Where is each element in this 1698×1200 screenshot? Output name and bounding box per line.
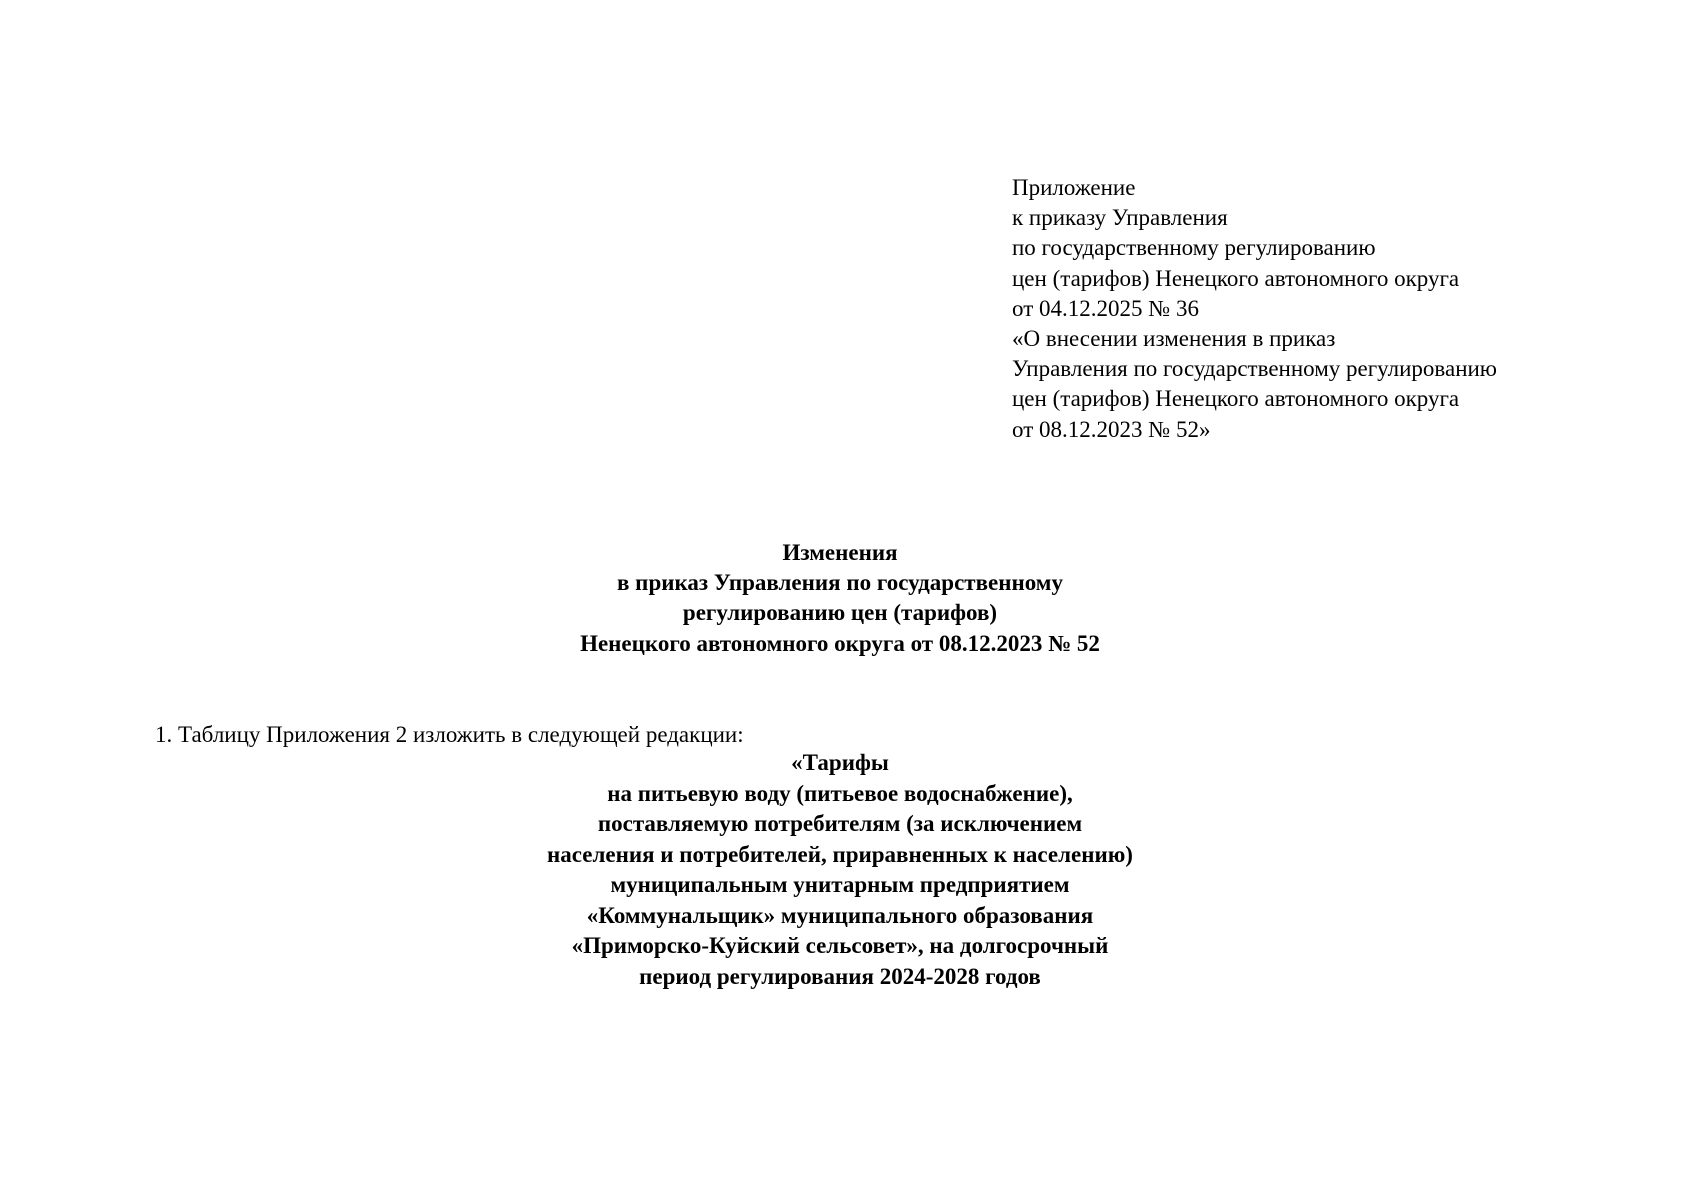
appendix-line: Управления по государственному регулированию: [1012, 356, 1497, 382]
item-1-text: 1. Таблицу Приложения 2 изложить в следующей редакции:: [155, 722, 744, 747]
changes-title-line: регулированию цен (тарифов): [682, 600, 998, 626]
appendix-line: цен (тарифов) Ненецкого автономного округа: [1012, 265, 1460, 291]
appendix-header: [1012, 173, 1652, 445]
changes-title-line: Изменения: [782, 540, 898, 565]
tariffs-title-line: населения и потребителей, приравненных к населению): [547, 841, 1133, 867]
tariffs-title-line: поставляемую потребителям (за исключением: [597, 811, 1083, 836]
tariffs-title-line: муниципальным унитарным предприятием: [610, 872, 1070, 897]
tariffs-title-line: на питьевую воду (питьевое водоснабжение),: [607, 780, 1073, 806]
appendix-line: от 08.12.2023 № 52»: [1012, 416, 1211, 442]
appendix-line: по государственному регулированию: [1012, 235, 1376, 261]
changes-title: [430, 538, 1250, 659]
appendix-line: цен (тарифов) Ненецкого автономного округа: [1012, 386, 1460, 412]
tariffs-title: [430, 748, 1250, 992]
tariffs-title-line: «Тарифы: [791, 750, 889, 775]
changes-title-line: в приказ Управления по государственному: [617, 570, 1063, 596]
tariffs-title-line: период регулирования 2024-2028 годов: [639, 963, 1041, 989]
tariffs-title-line: «Приморско-Куйский сельсовет», на долгосрочный: [571, 933, 1109, 958]
appendix-line: от 04.12.2025 № 36: [1012, 295, 1199, 321]
changes-title-line: Ненецкого автономного округа от 08.12.2023 № 52: [580, 630, 1100, 656]
appendix-line: Приложение: [1012, 175, 1136, 200]
appendix-line: «О внесении изменения в приказ: [1012, 326, 1336, 352]
appendix-line: к приказу Управления: [1012, 205, 1228, 231]
tariffs-title-line: «Коммунальщик» муниципального образования: [586, 902, 1094, 928]
